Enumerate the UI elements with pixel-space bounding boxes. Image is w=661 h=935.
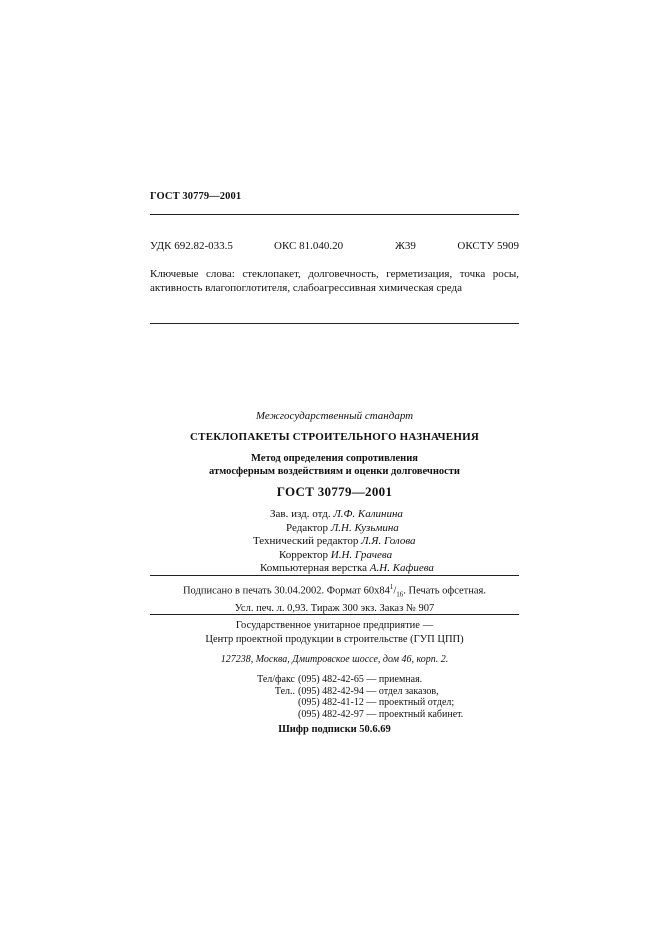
gost-number: ГОСТ 30779—2001 [276,484,393,499]
udk-code: УДК 692.82-033.5 [150,240,233,252]
phone-row [237,709,463,721]
method-line-1: Метод определения сопротивления [251,453,418,464]
signed-date-text: Подписано в печать 30.04.2002. Формат 60х84 [182,585,390,597]
format-sup: 1 [389,583,394,591]
publisher-address: 127238, Москва, Дмитровское шоссе, дом 46, корп. 2. [220,654,449,665]
print-info-line-1: Подписано в печать 30.04.2002. Формат $60х84^1/_{16}$. Печать офсетная. [182,583,487,599]
document-code-header: ГОСТ 30779—2001 [150,191,242,202]
classification-codes [150,240,519,254]
staff-name: Л.Н. Кузьмина [330,521,399,534]
phone-number: (095) 482-42-65 — приемная. [298,674,423,685]
phone-label: Тел.. [274,685,295,697]
format-sub: 16 [396,590,404,599]
divider-staff [150,575,519,576]
staff-name: Л.Ф. Калинина [333,508,403,520]
print-type-text: . Печать офсетная. [403,585,487,597]
editorial-staff [253,508,434,576]
staff-row [253,535,434,549]
staff-role: Технический редактор [253,535,359,547]
staff-row [253,549,434,563]
standard-title: СТЕКЛОПАКЕТЫ СТРОИТЕЛЬНОГО НАЗНАЧЕНИЯ [190,431,479,443]
print-info [150,581,519,616]
group-code: Ж39 [395,240,416,252]
divider-top [150,214,519,215]
publisher-line-1: Государственное унитарное предприятие — [235,620,434,631]
print-info-line-2: Усл. печ. л. 0,93. Тираж 300 экз. Заказ № 907 [234,603,435,615]
staff-role: Корректор [279,548,329,561]
method-line-2: атмосферным воздействиям и оценки долговечности [209,466,460,477]
staff-name: И.Н. Грачева [330,548,393,561]
phone-row [237,674,463,686]
phone-number: (095) 482-41-12 — проектный отдел; [298,697,455,708]
okstu-code: ОКСТУ 5909 [457,240,519,252]
publisher-line-2: Центр проектной продукции в строительстве (ГУП ЦПП) [205,633,464,645]
staff-row [253,522,434,536]
phone-number: (095) 482-42-94 — отдел заказов, [298,685,439,697]
staff-name: Л.Я. Голова [361,535,416,547]
staff-role: Зав. изд. отд. [270,508,331,520]
staff-role: Компьютерная верстка [260,562,368,574]
staff-row [253,562,434,576]
staff-role: Редактор [286,521,329,534]
staff-name: А.Н. Кафиева [369,562,434,574]
divider-print [150,614,519,615]
phone-number: (095) 482-42-97 — проектный кабинет. [298,708,464,720]
phone-list [237,674,463,720]
method-subtitle [150,452,519,478]
subscription-cipher: Шифр подписки 50.6.69 [278,724,391,735]
publisher-org [150,619,519,646]
interstate-standard-label: Межгосударственный стандарт [255,410,414,422]
staff-row [253,508,434,522]
oks-code: ОКС 81.040.20 [274,240,344,252]
divider-keywords [150,323,519,324]
keywords-paragraph: Ключевые слова: стеклопакет, долговечность, герметизация, точка росы, активность влагопоглотителя, слабоагрессивная химическая среда [150,268,519,294]
phone-label: Тел/факс [257,674,295,685]
phone-row [237,686,463,698]
phone-row [237,697,463,709]
